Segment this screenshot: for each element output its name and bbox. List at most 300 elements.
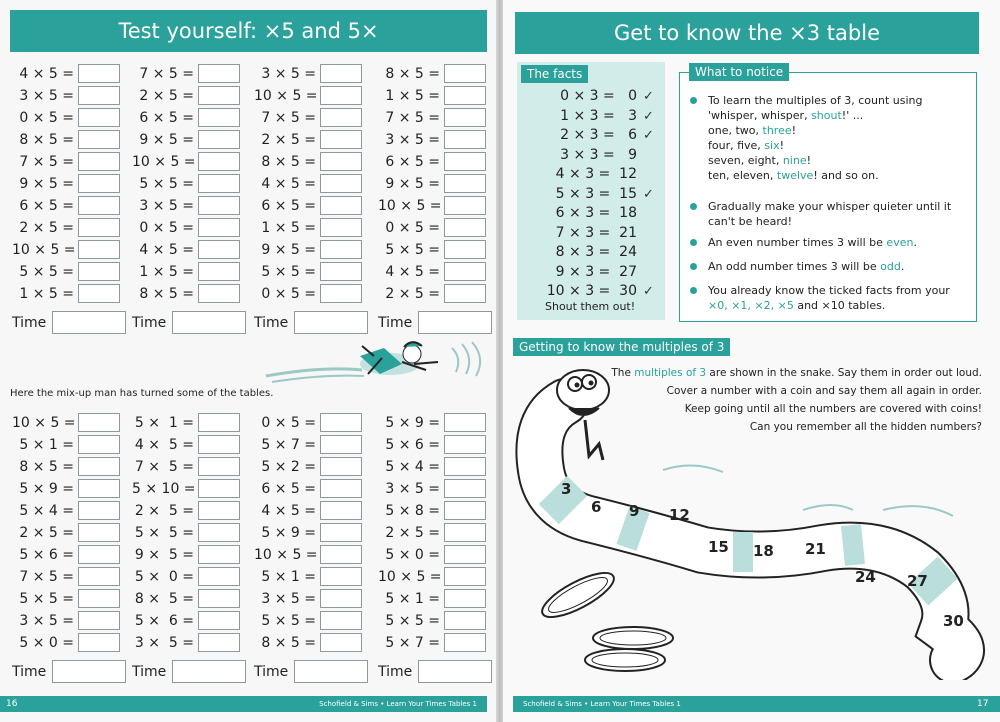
answer-box[interactable] [198, 152, 240, 171]
equation-text: 8 × 5 = [385, 65, 440, 82]
left-page [0, 0, 497, 722]
snake-number: 15 [708, 538, 729, 556]
equation-text: 5 × 5 = [19, 263, 74, 280]
equation [132, 284, 240, 303]
tick-icon: ✓ [643, 128, 654, 143]
answer-box[interactable] [444, 413, 486, 432]
equation-text: 2 × 5 = [385, 524, 440, 541]
answer-box[interactable] [444, 611, 486, 630]
equation-text: 5 × 0 = [385, 546, 440, 563]
fact-row: 3 × 3 = 9 [560, 146, 637, 163]
equation [378, 108, 486, 127]
answer-box[interactable] [320, 545, 362, 564]
left-page-title: Test yourself: ×5 and 5× [10, 10, 487, 52]
equation-text: 9 × 5 = [139, 131, 194, 148]
equation [132, 64, 240, 83]
time-label: Time [254, 314, 289, 331]
answer-box[interactable] [320, 611, 362, 630]
equation [132, 152, 240, 171]
answer-box[interactable] [320, 108, 362, 127]
time-field [12, 660, 126, 683]
equation-text: 10 × 5 = [12, 414, 76, 431]
equation-text: 2 × 5 = [385, 285, 440, 302]
time-label: Time [132, 314, 167, 331]
equation-text: 5 × 5 = [385, 241, 440, 258]
answer-box[interactable] [78, 240, 120, 259]
equation-text: 10 × 5 = [378, 568, 442, 585]
equation [254, 523, 362, 542]
fact-row: 5 × 3 = 15 [555, 185, 637, 202]
left-footer-text: Schofield & Sims • Learn Your Times Tables 1 [319, 700, 477, 708]
answer-box[interactable] [198, 196, 240, 215]
right-page [503, 0, 1000, 722]
answer-box[interactable] [78, 86, 120, 105]
answer-box[interactable] [78, 108, 120, 127]
equation [12, 196, 120, 215]
equation-text: 5 × 7 = [385, 634, 440, 651]
equation-text: 10 × 5 = [378, 197, 442, 214]
time-input[interactable] [172, 660, 246, 683]
time-field [254, 660, 368, 683]
equation-text: 1 × 5 = [139, 263, 194, 280]
bullet-dot [690, 97, 697, 104]
answer-box[interactable] [320, 262, 362, 281]
right-page-title: Get to know the ×3 table [515, 12, 979, 54]
equation [378, 86, 486, 105]
equation-text: 7 × 5 = [19, 153, 74, 170]
equation [254, 218, 362, 237]
equation [12, 501, 120, 520]
time-field [254, 311, 368, 334]
answer-box[interactable] [320, 501, 362, 520]
answer-box[interactable] [444, 589, 486, 608]
equation-text: 4 × 5 = [261, 502, 316, 519]
answer-box[interactable] [444, 523, 486, 542]
answer-box[interactable] [78, 435, 120, 454]
notice-bullet-1: To learn the multiples of 3, count using 'whisper, whisper, shout!' ... one, two, three! four, five, six! seven, eight, nine! ten, eleven, twelve! and so on. [690, 93, 970, 183]
equation-text: 5 × 1 = [134, 414, 194, 431]
equation [254, 262, 362, 281]
answer-box[interactable] [198, 545, 240, 564]
facts-tag: The facts [521, 65, 588, 83]
answer-box[interactable] [78, 284, 120, 303]
snake-number: 30 [943, 612, 964, 630]
equation-text: 4 × 5 = [261, 175, 316, 192]
mixup-note: Here the mix-up man has turned some of the tables. [10, 388, 274, 399]
equation [12, 413, 120, 432]
answer-box[interactable] [78, 611, 120, 630]
equation [132, 501, 240, 520]
time-input[interactable] [52, 660, 126, 683]
shout-text: Shout them out! [545, 300, 636, 313]
equation [254, 108, 362, 127]
equation-text: 5 × 5 = [385, 612, 440, 629]
answer-box[interactable] [78, 457, 120, 476]
equation [254, 479, 362, 498]
fact-row: 6 × 3 = 18 [555, 205, 637, 221]
equation-text: 5 × 8 = [385, 502, 440, 519]
instruction-4: Can you remember all the hidden numbers? [749, 421, 982, 433]
answer-box[interactable] [198, 589, 240, 608]
equation-text: 3 × 5 = [19, 87, 74, 104]
tick-icon: ✓ [643, 284, 654, 299]
fact-row: 1 × 3 = 3 [560, 107, 637, 124]
equation [132, 218, 240, 237]
answer-box[interactable] [320, 130, 362, 149]
notice-bullet-2: Gradually make your whisper quieter until it can't be heard! [690, 199, 970, 229]
answer-box[interactable] [320, 413, 362, 432]
equation-text: 8 × 5 = [261, 153, 316, 170]
answer-box[interactable] [198, 284, 240, 303]
bullet-dot [690, 203, 697, 210]
instruction-2: Cover a number with a coin and say them all again in order. [666, 385, 982, 397]
equation [378, 174, 486, 193]
equation [12, 545, 120, 564]
equation [12, 218, 120, 237]
equation [254, 152, 362, 171]
equation-text: 5 × 2 = [261, 458, 316, 475]
answer-box[interactable] [78, 152, 120, 171]
equation [132, 633, 240, 652]
left-footer [0, 696, 487, 712]
equation-text: 0 × 5 = [19, 109, 74, 126]
answer-box[interactable] [198, 413, 240, 432]
equation [12, 284, 120, 303]
answer-box[interactable] [320, 218, 362, 237]
snake-number: 27 [907, 572, 928, 590]
equation-text: 5 × 0 = [134, 568, 194, 585]
answer-box[interactable] [198, 501, 240, 520]
answer-box[interactable] [320, 174, 362, 193]
equation [12, 435, 120, 454]
equation [378, 589, 486, 608]
equation [378, 435, 486, 454]
equation-text: 5 × 6 = [19, 546, 74, 563]
time-input[interactable] [172, 311, 246, 334]
equation-text: 5 × 4 = [19, 502, 74, 519]
equation-text: 2 × 5 = [134, 502, 194, 519]
fact-row: 8 × 3 = 24 [555, 244, 637, 260]
answer-box[interactable] [78, 218, 120, 237]
answer-box[interactable] [320, 435, 362, 454]
fact-row: 2 × 3 = 6 [560, 127, 637, 143]
time-input[interactable] [294, 660, 368, 683]
answer-box[interactable] [444, 152, 486, 171]
equation [12, 152, 120, 171]
equation [12, 567, 120, 586]
equation [378, 413, 486, 432]
time-field [378, 660, 492, 683]
equation [254, 174, 362, 193]
instruction-3: Keep going until all the numbers are covered with coins! [684, 403, 982, 415]
equation-text: 0 × 5 = [139, 219, 194, 236]
answer-box[interactable] [444, 262, 486, 281]
answer-box[interactable] [444, 130, 486, 149]
snake-number: 21 [805, 540, 826, 558]
equation-text: 7 × 5 = [19, 568, 74, 585]
answer-box[interactable] [78, 64, 120, 83]
answer-box[interactable] [198, 64, 240, 83]
answer-box[interactable] [198, 130, 240, 149]
equation-text: 10 × 5 = [132, 153, 196, 170]
equation-text: 5 × 9 = [19, 480, 74, 497]
equation-text: 2 × 5 = [19, 524, 74, 541]
answer-box[interactable] [320, 196, 362, 215]
answer-box[interactable] [198, 633, 240, 652]
answer-box[interactable] [78, 196, 120, 215]
answer-box[interactable] [444, 64, 486, 83]
snake-number: 24 [855, 568, 876, 586]
equation-text: 5 × 1 = [261, 568, 316, 585]
answer-box[interactable] [198, 240, 240, 259]
answer-box[interactable] [78, 130, 120, 149]
time-input[interactable] [418, 311, 492, 334]
fact-row: 0 × 3 = 0 [560, 88, 637, 104]
equation [12, 589, 120, 608]
equation-text: 1 × 5 = [385, 87, 440, 104]
equation [12, 523, 120, 542]
equation [254, 611, 362, 630]
answer-box[interactable] [320, 523, 362, 542]
equation [132, 196, 240, 215]
equation [132, 567, 240, 586]
answer-box[interactable] [444, 567, 486, 586]
answer-box[interactable] [78, 567, 120, 586]
equation [378, 152, 486, 171]
right-footer [513, 696, 1000, 712]
equation [378, 284, 486, 303]
answer-box[interactable] [198, 457, 240, 476]
answer-box[interactable] [320, 152, 362, 171]
answer-box[interactable] [320, 633, 362, 652]
equation [132, 611, 240, 630]
snake-number: 6 [591, 498, 602, 516]
equation-text: 5 × 5 = [19, 590, 74, 607]
equation-text: 4 × 5 = [134, 436, 194, 453]
answer-box[interactable] [444, 633, 486, 652]
equation-text: 6 × 5 = [19, 197, 74, 214]
multiples-tag: Getting to know the multiples of 3 [513, 338, 730, 356]
notice-bullet-4: An odd number times 3 will be odd. [690, 259, 970, 274]
time-input[interactable] [52, 311, 126, 334]
answer-box[interactable] [444, 218, 486, 237]
time-label: Time [12, 314, 47, 331]
equation [132, 479, 240, 498]
time-field [132, 311, 246, 334]
equation-text: 5 × 1 = [19, 436, 74, 453]
time-field [132, 660, 246, 683]
facts-panel [517, 62, 665, 320]
answer-box[interactable] [198, 218, 240, 237]
equation-text: 7 × 5 = [134, 458, 194, 475]
answer-box[interactable] [78, 262, 120, 281]
answer-box[interactable] [198, 174, 240, 193]
equation-text: 4 × 5 = [19, 65, 74, 82]
equation [378, 611, 486, 630]
answer-box[interactable] [320, 240, 362, 259]
equation-text: 5 × 5 = [134, 524, 194, 541]
answer-box[interactable] [198, 262, 240, 281]
equation [378, 545, 486, 564]
answer-box[interactable] [78, 174, 120, 193]
equation-text: 3 × 5 = [139, 197, 194, 214]
equation [132, 174, 240, 193]
equation-text: 1 × 5 = [19, 285, 74, 302]
equation [254, 413, 362, 432]
tick-icon: ✓ [643, 186, 654, 202]
equation [12, 64, 120, 83]
time-label: Time [12, 663, 47, 680]
equation-text: 10 × 5 = [12, 241, 76, 258]
answer-box[interactable] [198, 108, 240, 127]
equation [12, 240, 120, 259]
notice-bullet-5: You already know the ticked facts from your ×0, ×1, ×2, ×5 and ×10 tables. [690, 283, 970, 313]
answer-box[interactable] [444, 479, 486, 498]
equation [254, 457, 362, 476]
tick-icon: ✓ [643, 89, 654, 104]
equation-text: 3 × 5 = [385, 480, 440, 497]
equation [12, 633, 120, 652]
equation-text: 0 × 5 = [261, 414, 316, 431]
answer-box[interactable] [320, 479, 362, 498]
equation [254, 567, 362, 586]
equation [378, 633, 486, 652]
equation-text: 9 × 5 = [261, 241, 316, 258]
answer-box[interactable] [198, 567, 240, 586]
equation [378, 130, 486, 149]
notice-panel [679, 72, 977, 322]
equation [12, 457, 120, 476]
answer-box[interactable] [198, 611, 240, 630]
answer-box[interactable] [444, 435, 486, 454]
answer-box[interactable] [78, 633, 120, 652]
equation-text: 9 × 5 = [385, 175, 440, 192]
answer-box[interactable] [444, 240, 486, 259]
equation [254, 130, 362, 149]
equation [378, 567, 486, 586]
equation [12, 611, 120, 630]
answer-box[interactable] [198, 523, 240, 542]
equation [378, 523, 486, 542]
equation-text: 5 × 7 = [261, 436, 316, 453]
equation [254, 545, 362, 564]
snake-number: 3 [561, 480, 572, 498]
bullet-dot [690, 239, 697, 246]
equation [132, 545, 240, 564]
equation-text: 5 × 4 = [385, 458, 440, 475]
answer-box[interactable] [78, 589, 120, 608]
answer-box[interactable] [198, 86, 240, 105]
answer-box[interactable] [78, 545, 120, 564]
equation-text: 7 × 5 = [139, 65, 194, 82]
answer-box[interactable] [444, 545, 486, 564]
equation [254, 435, 362, 454]
answer-box[interactable] [320, 86, 362, 105]
answer-box[interactable] [78, 413, 120, 432]
time-input[interactable] [294, 311, 368, 334]
time-input[interactable] [418, 660, 492, 683]
equation-text: 7 × 5 = [261, 109, 316, 126]
equation [132, 86, 240, 105]
equation-text: 0 × 5 = [385, 219, 440, 236]
answer-box[interactable] [320, 567, 362, 586]
time-label: Time [378, 314, 413, 331]
equation-text: 6 × 5 = [139, 109, 194, 126]
answer-box[interactable] [444, 457, 486, 476]
bullet-dot [690, 287, 697, 294]
answer-box[interactable] [444, 86, 486, 105]
equation [254, 501, 362, 520]
equation [12, 174, 120, 193]
answer-box[interactable] [78, 479, 120, 498]
equation-text: 4 × 5 = [139, 241, 194, 258]
answer-box[interactable] [444, 284, 486, 303]
answer-box[interactable] [78, 501, 120, 520]
equation [12, 130, 120, 149]
equation-text: 9 × 5 = [134, 546, 194, 563]
answer-box[interactable] [198, 479, 240, 498]
snake-number: 18 [753, 542, 774, 560]
time-label: Time [132, 663, 167, 680]
equation [254, 64, 362, 83]
equation-text: 3 × 5 = [261, 65, 316, 82]
equation-text: 4 × 5 = [385, 263, 440, 280]
left-page-number: 16 [6, 699, 18, 709]
equation-text: 6 × 5 = [385, 153, 440, 170]
fact-row: 4 × 3 = 12 [555, 166, 637, 182]
equation [12, 262, 120, 281]
answer-box[interactable] [320, 64, 362, 83]
equation-text: 9 × 5 = [19, 175, 74, 192]
equation [378, 64, 486, 83]
answer-box[interactable] [444, 501, 486, 520]
answer-box[interactable] [198, 435, 240, 454]
right-page-number: 17 [977, 699, 989, 709]
answer-box[interactable] [444, 196, 486, 215]
instruction-1: The multiples of 3 are shown in the snake. Say them in order out loud. [611, 367, 982, 379]
time-field [12, 311, 126, 334]
equation-text: 8 × 5 = [19, 131, 74, 148]
equation-text: 5 × 9 = [261, 524, 316, 541]
answer-box[interactable] [320, 284, 362, 303]
notice-bullet-3: An even number times 3 will be even. [690, 235, 970, 250]
equation [132, 589, 240, 608]
fact-row: 7 × 3 = 21 [555, 224, 637, 241]
equation [378, 218, 486, 237]
equation-text: 7 × 5 = [385, 109, 440, 126]
equation-text: 5 × 5 = [139, 175, 194, 192]
mix-up-man-icon [262, 334, 494, 386]
equation [254, 240, 362, 259]
answer-box[interactable] [320, 457, 362, 476]
equation-text: 5 × 0 = [19, 634, 74, 651]
equation [132, 413, 240, 432]
answer-box[interactable] [320, 589, 362, 608]
fact-row: 9 × 3 = 27 [555, 263, 637, 280]
answer-box[interactable] [444, 108, 486, 127]
equation-text: 8 × 5 = [134, 590, 194, 607]
answer-box[interactable] [78, 523, 120, 542]
equation [12, 108, 120, 127]
equation-text: 2 × 5 = [261, 131, 316, 148]
equation-text: 2 × 5 = [139, 87, 194, 104]
equation-text: 5 × 5 = [261, 263, 316, 280]
equation-text: 10 × 5 = [254, 87, 318, 104]
time-label: Time [378, 663, 413, 680]
equation-text: 8 × 5 = [19, 458, 74, 475]
equation [254, 589, 362, 608]
answer-box[interactable] [444, 174, 486, 193]
